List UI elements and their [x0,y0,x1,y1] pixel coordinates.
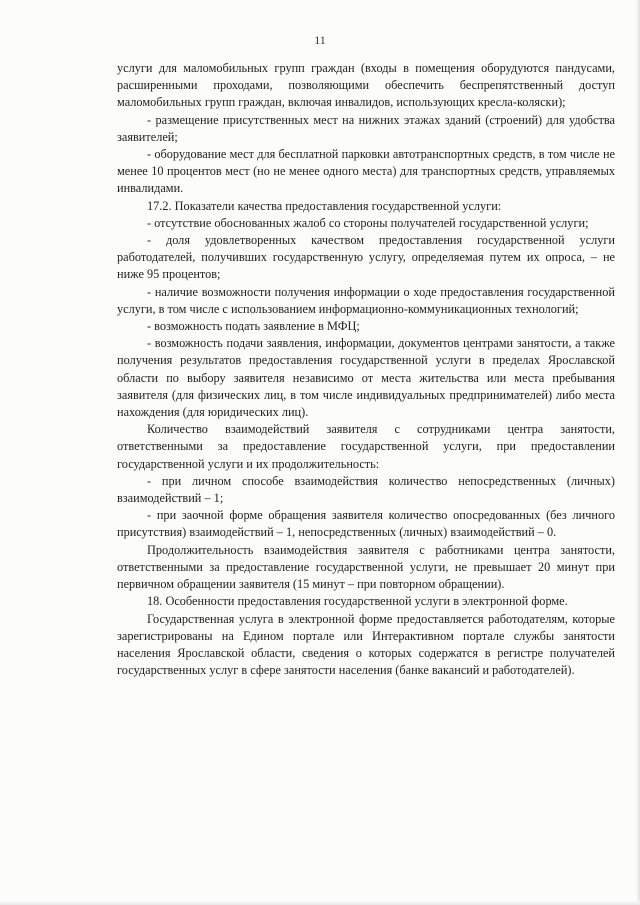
paragraph: Количество взаимодействий заявителя с сотрудниками центра занятости, ответственными за предоставление государственной услуги, при предоставлении государственной услуги и их продолжительность: [117,422,615,471]
paragraph: - оборудование мест для бесплатной парковки автотранспортных средств, в том числе не менее 10 процентов мест (но не менее одного места) для транспортных средств, управляемых инвалидами. [117,147,615,196]
paragraph: - при личном способе взаимодействия количество непосредственных (личных) взаимодействий – 1; [117,473,615,506]
document-body [117,60,615,679]
paragraph: - при заочной форме обращения заявителя количество опосредованных (без личного присутствия) взаимодействий – 1, непосредственных (личных) взаимодействий – 0. [117,508,615,540]
scan-bottom-shadow [0,901,640,905]
paragraph: - доля удовлетворенных качеством предоставления государственной услуги работодателей, получивших государственную услугу, определяемая путем их опроса, – не ниже 95 процентов; [117,233,615,282]
paragraph: услуги для маломобильных групп граждан (входы в помещения оборудуются пандусами, расширенными проходами, позволяющими обеспечить беспрепятственный доступ маломобильных групп граждан, включая инвалидов, использующих кресла-коляски); [117,61,615,110]
paragraph: - размещение присутственных мест на нижних этажах зданий (строений) для удобства заявителей; [117,112,615,144]
section-heading: 18. Особенности предоставления государственной услуги в электронной форме. [147,594,568,609]
section-heading: 17.2. Показатели качества предоставления государственной услуги: [147,198,502,213]
paragraph: Продолжительность взаимодействия заявителя с работниками центра занятости, ответственными за предоставление государственной услуги, не превышает 20 минут при первичном обращении заявителя (15 минут – при повторном обращении). [117,542,615,592]
paragraph: Государственная услуга в электронной форме предоставляется работодателям, которые зарегистрированы на Едином портале или Интерактивном портале службы занятости населения Ярославской области, сведения о которых содержатся в регистре получателей государственных услуг в сфере занятости населения (банке вакансий и работодателей). [117,611,615,678]
paragraph: - возможность подачи заявления, информации, документов центрами занятости, а также получения результатов предоставления государственной услуги в пределах Ярославской области по выбору заявителя независимо от места жительства или места пребывания заявителя (для физических лиц, в том числе индивидуальных предпринимателей) либо места нахождения (для юридических лиц). [117,336,615,420]
page-number: 11 [314,33,326,47]
paragraph: - наличие возможности получения информации о ходе предоставления государственной услуги, в том числе с использованием информационно-коммуникационных технологий; [117,284,615,316]
paragraph: - возможность подать заявление в МФЦ; [147,319,360,334]
paragraph: - отсутствие обоснованных жалоб со стороны получателей государственной услуги; [147,215,589,230]
